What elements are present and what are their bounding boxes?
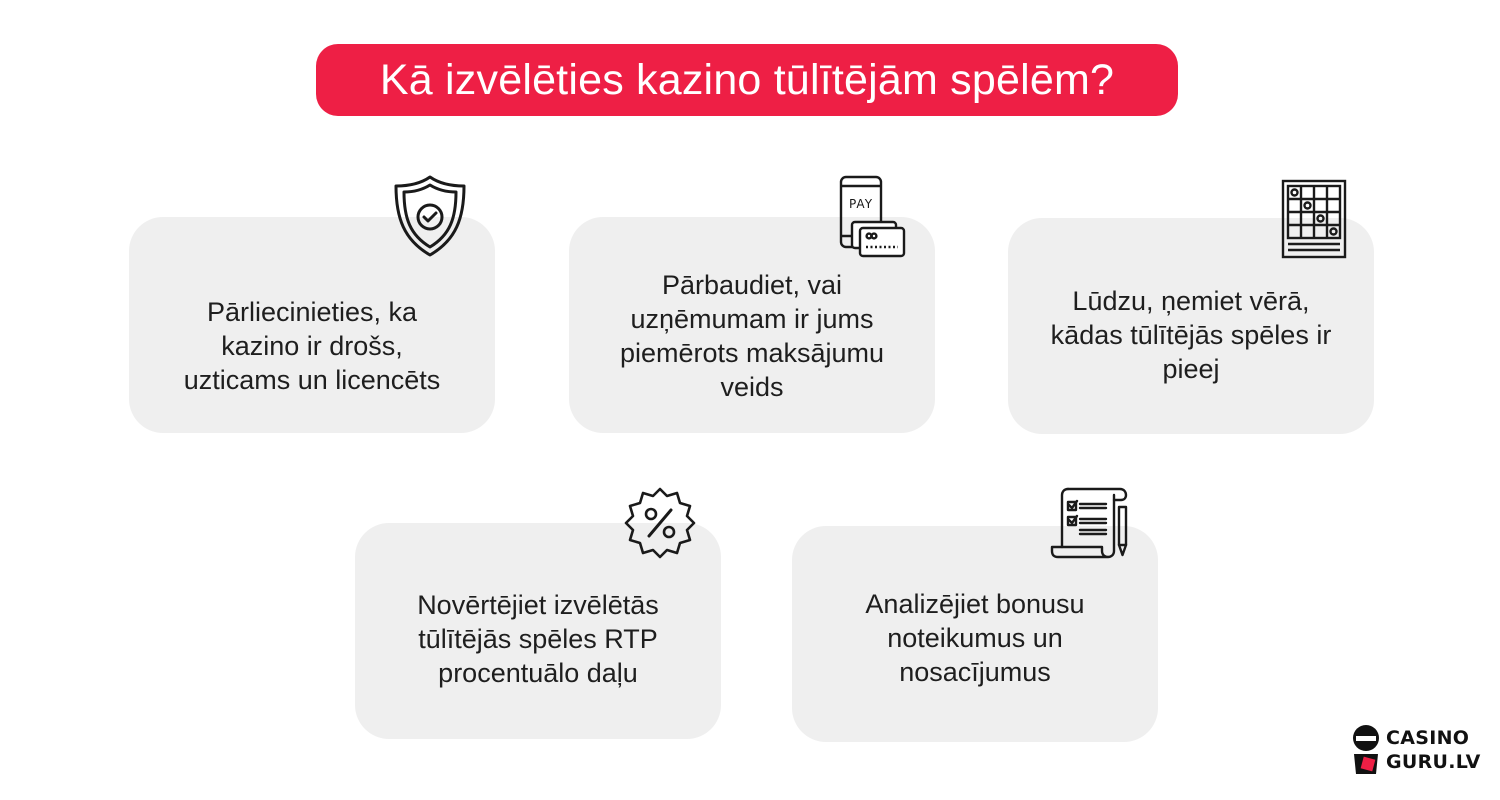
lottery-ticket-icon — [1280, 178, 1348, 260]
title-banner — [316, 44, 1178, 116]
checklist-scroll-icon — [1050, 485, 1132, 561]
tip-text: Lūdzu, ņemiet vērā, kādas tūlītējās spēles ir pieej — [1050, 286, 1332, 384]
phone-pay-card-icon — [836, 174, 908, 258]
tip-text: Analizējiet bonusu noteikumus un nosacījumus — [865, 589, 1085, 687]
tip-text: Novērtējiet izvēlētās tūlītējās spēles RTP procentuālo daļu — [417, 590, 659, 688]
percent-badge-icon — [623, 486, 697, 560]
page-title: Kā izvēlēties kazino tūlītējām spēlēm? — [379, 55, 1115, 104]
casinoguru-logo — [1348, 722, 1481, 778]
shield-check-icon — [392, 174, 468, 258]
tip-text: Pārbaudiet, vai uzņēmumam ir jums piemērots maksājumu veids — [619, 270, 885, 402]
pay-label: PAY — [848, 197, 874, 211]
logo-line-2: GURU.LV — [1386, 751, 1481, 773]
tip-text: Pārliecinieties, ka kazino ir drošs, uzticams un licencēts — [183, 297, 441, 395]
logo-line-1: CASINO — [1386, 727, 1470, 749]
casinoguru-mark-icon — [1348, 722, 1384, 776]
